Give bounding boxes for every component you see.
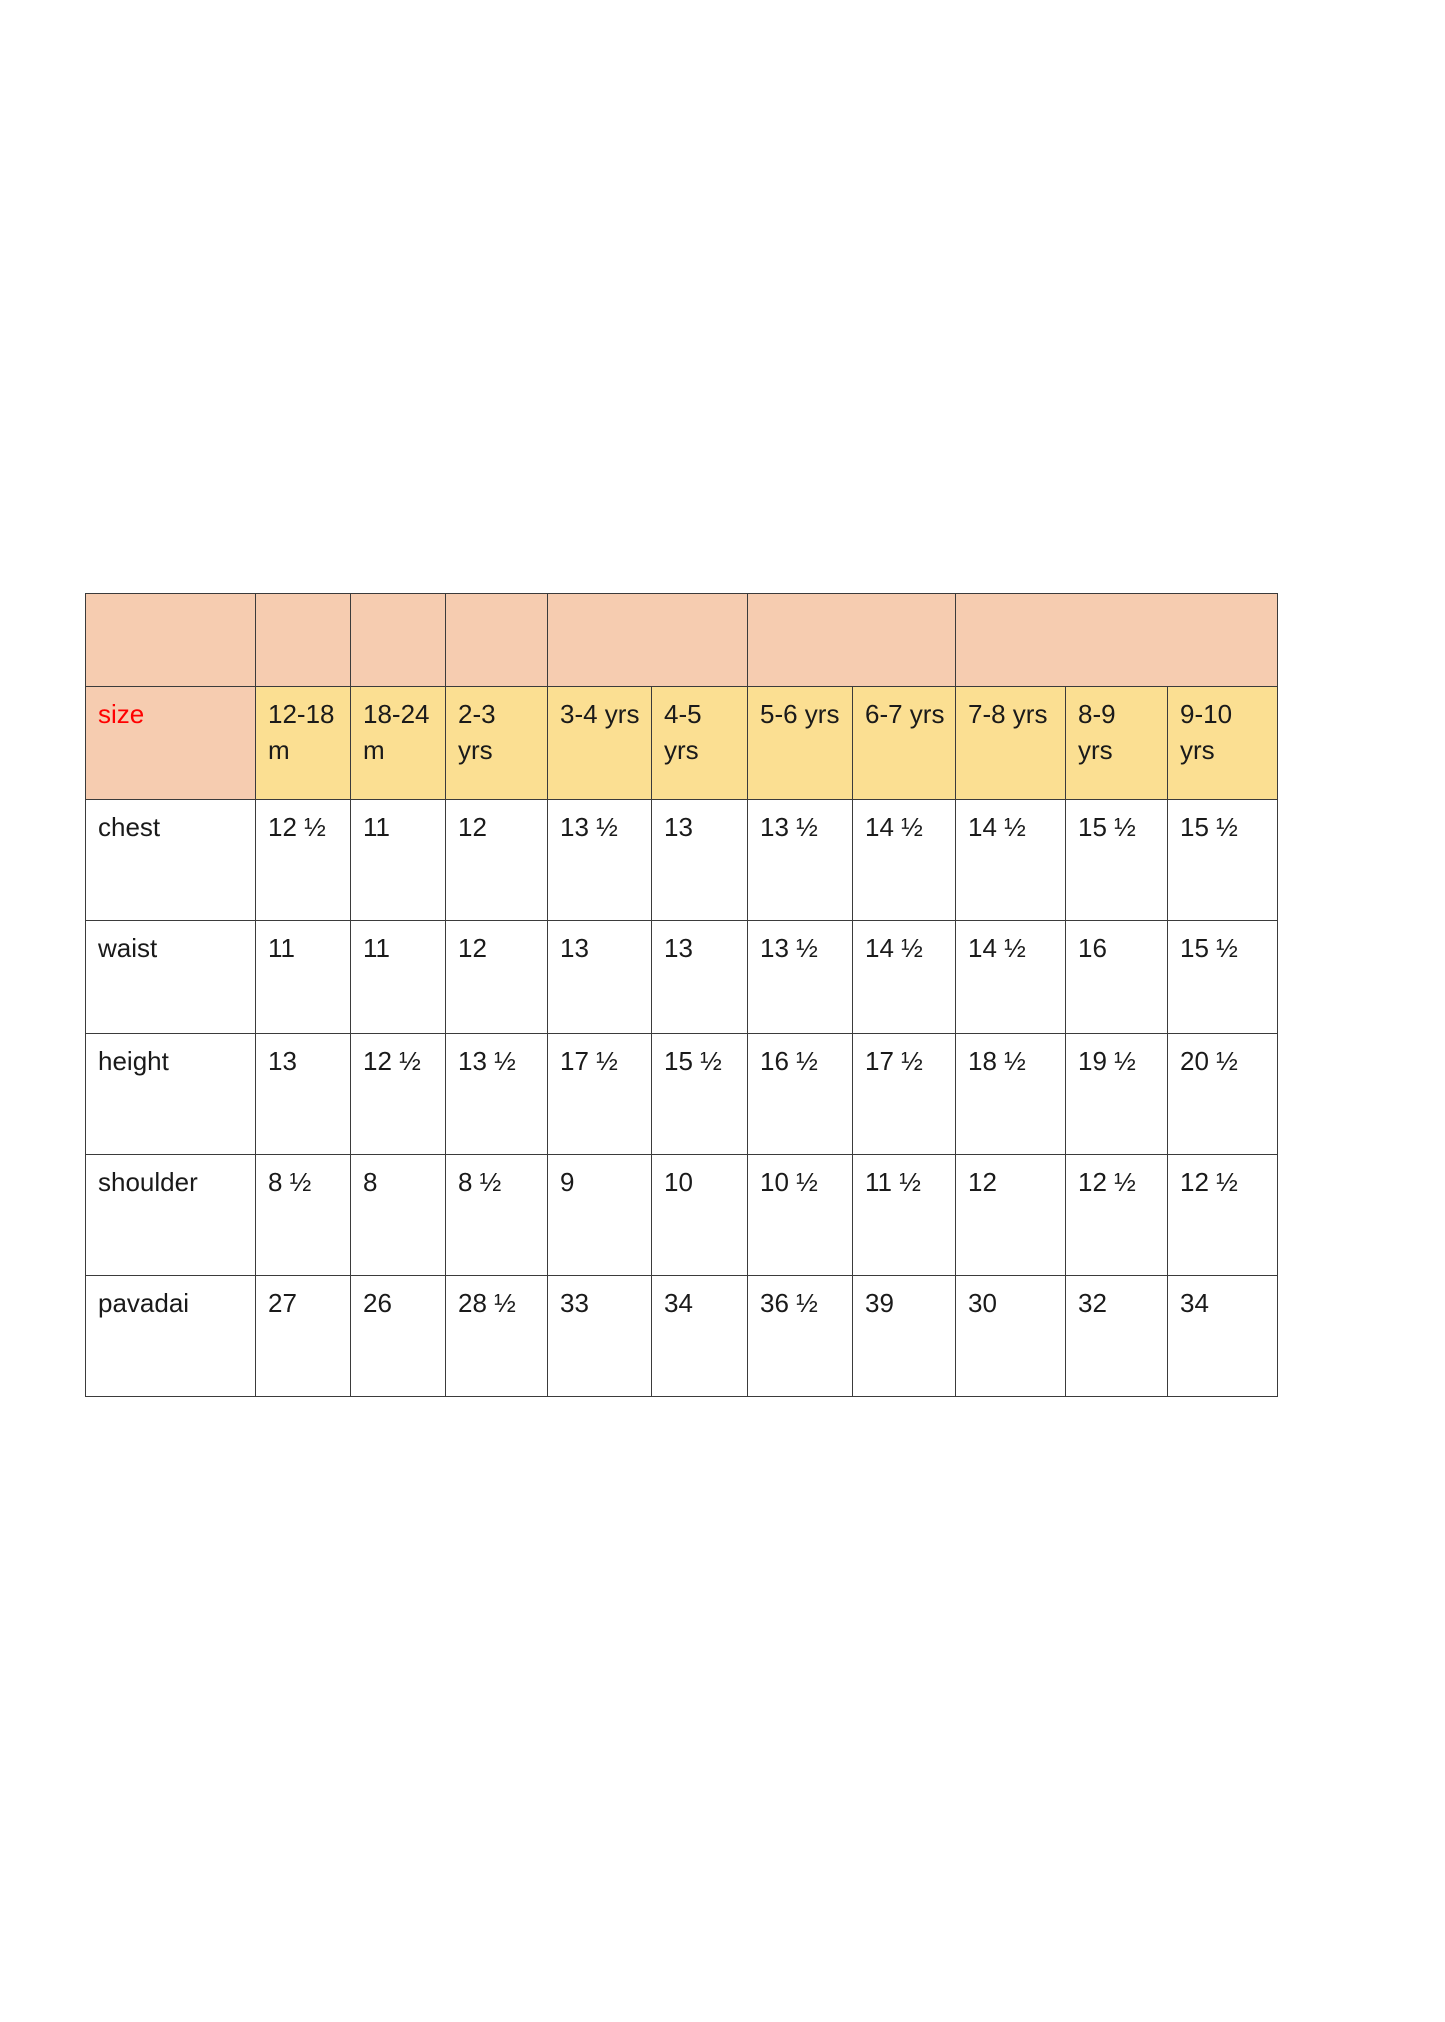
header-size-2: 2-3 yrs [446,687,548,800]
table-row [86,1155,1278,1276]
header-size-0: 12-18 m [256,687,351,800]
cell-height-9: 20 ½ [1168,1034,1278,1155]
cell-chest-1: 11 [351,800,446,921]
cell-height-4: 15 ½ [652,1034,748,1155]
cell-chest-5: 13 ½ [748,800,853,921]
cell-height-1: 12 ½ [351,1034,446,1155]
cell-waist-4: 13 [652,921,748,1034]
cell-pavadai-5: 36 ½ [748,1276,853,1397]
table-spacer-row [86,594,1278,687]
cell-chest-4: 13 [652,800,748,921]
header-size-3: 3-4 yrs [548,687,652,800]
cell-shoulder-7: 12 [956,1155,1066,1276]
spacer-cell-6-7 [748,594,956,687]
row-label-shoulder: shoulder [86,1155,256,1276]
spacer-cell-4-5 [548,594,748,687]
cell-height-5: 16 ½ [748,1034,853,1155]
cell-pavadai-7: 30 [956,1276,1066,1397]
cell-chest-9: 15 ½ [1168,800,1278,921]
cell-shoulder-2: 8 ½ [446,1155,548,1276]
spacer-cell-label [86,594,256,687]
cell-pavadai-0: 27 [256,1276,351,1397]
cell-waist-7: 14 ½ [956,921,1066,1034]
spacer-cell-1 [256,594,351,687]
cell-chest-7: 14 ½ [956,800,1066,921]
spacer-cell-2 [351,594,446,687]
cell-pavadai-4: 34 [652,1276,748,1397]
cell-height-2: 13 ½ [446,1034,548,1155]
cell-pavadai-1: 26 [351,1276,446,1397]
header-size-6: 6-7 yrs [853,687,956,800]
row-label-height: height [86,1034,256,1155]
cell-chest-0: 12 ½ [256,800,351,921]
table-row [86,1034,1278,1155]
cell-shoulder-5: 10 ½ [748,1155,853,1276]
cell-shoulder-8: 12 ½ [1066,1155,1168,1276]
cell-waist-5: 13 ½ [748,921,853,1034]
header-size-9: 9-10 yrs [1168,687,1278,800]
cell-shoulder-1: 8 [351,1155,446,1276]
cell-waist-6: 14 ½ [853,921,956,1034]
cell-waist-8: 16 [1066,921,1168,1034]
cell-waist-9: 15 ½ [1168,921,1278,1034]
header-size-1: 18-24 m [351,687,446,800]
cell-pavadai-2: 28 ½ [446,1276,548,1397]
cell-waist-2: 12 [446,921,548,1034]
cell-chest-3: 13 ½ [548,800,652,921]
cell-shoulder-3: 9 [548,1155,652,1276]
cell-height-7: 18 ½ [956,1034,1066,1155]
header-size-8: 8-9 yrs [1066,687,1168,800]
header-size-7: 7-8 yrs [956,687,1066,800]
cell-shoulder-9: 12 ½ [1168,1155,1278,1276]
table-header-row [86,687,1278,800]
row-label-pavadai: pavadai [86,1276,256,1397]
cell-waist-0: 11 [256,921,351,1034]
cell-pavadai-8: 32 [1066,1276,1168,1397]
cell-height-6: 17 ½ [853,1034,956,1155]
cell-pavadai-9: 34 [1168,1276,1278,1397]
cell-pavadai-6: 39 [853,1276,956,1397]
cell-chest-6: 14 ½ [853,800,956,921]
cell-chest-2: 12 [446,800,548,921]
size-chart-table [85,593,1278,1397]
cell-chest-8: 15 ½ [1066,800,1168,921]
cell-waist-1: 11 [351,921,446,1034]
row-label-chest: chest [86,800,256,921]
cell-height-3: 17 ½ [548,1034,652,1155]
row-label-waist: waist [86,921,256,1034]
cell-shoulder-6: 11 ½ [853,1155,956,1276]
header-size-label: size [86,687,256,800]
spacer-cell-8-10 [956,594,1278,687]
cell-height-0: 13 [256,1034,351,1155]
spacer-cell-3 [446,594,548,687]
cell-height-8: 19 ½ [1066,1034,1168,1155]
cell-waist-3: 13 [548,921,652,1034]
table-row [86,1276,1278,1397]
cell-shoulder-4: 10 [652,1155,748,1276]
table-row [86,800,1278,921]
size-chart-container [85,593,1278,1397]
header-size-5: 5-6 yrs [748,687,853,800]
header-size-4: 4-5 yrs [652,687,748,800]
cell-shoulder-0: 8 ½ [256,1155,351,1276]
cell-pavadai-3: 33 [548,1276,652,1397]
table-row [86,921,1278,1034]
